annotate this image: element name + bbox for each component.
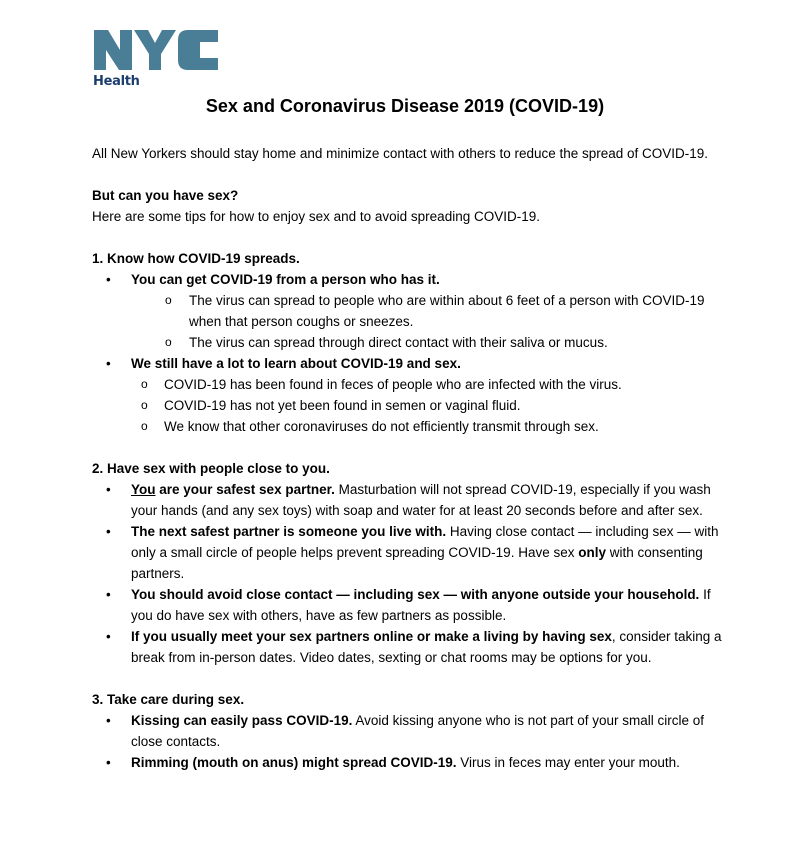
sub-list-item: o COVID-19 has been found in feces of people who are infected with the virus. (92, 374, 732, 395)
section-1-heading: 1. Know how COVID-19 spreads. (92, 251, 300, 266)
list-item: • The next safest partner is someone you live with. Having close contact — including sex — with only a small circle of people helps prevent spreading COVID-19. Have sex only with consenting partners. (92, 521, 732, 584)
list-item: • You should avoid close contact — including sex — with anyone outside your household. If you do have sex with others, have as few partners as possible. (92, 584, 732, 626)
bullet-icon: • (106, 524, 111, 539)
list-item: • Kissing can easily pass COVID-19. Avoid kissing anyone who is not part of your small circle of close contacts. (92, 710, 732, 752)
bullet-icon: • (106, 356, 111, 371)
section-3-heading: 3. Take care during sex. (92, 692, 245, 707)
list-item: • Rimming (mouth on anus) might spread COVID-19. Virus in feces may enter your mouth. (92, 752, 732, 773)
circle-bullet-icon: o (141, 398, 148, 412)
list-item: • We still have a lot to learn about COVID-19 and sex. (92, 353, 732, 374)
nyc-health-logo (92, 26, 222, 72)
section-2-list (92, 479, 732, 668)
bullet-icon: • (106, 272, 111, 287)
bullet-icon: • (106, 482, 111, 497)
list-item: • You are your safest sex partner. Masturbation will not spread COVID-19, especially if you wash your hands (and any sex toys) with soap and water for at least 20 seconds before and after sex. (92, 479, 732, 521)
section-2-heading: 2. Have sex with people close to you. (92, 461, 330, 476)
list-item: • You can get COVID-19 from a person who has it. (92, 269, 732, 290)
logo-subtext: Health (93, 74, 140, 89)
intro-paragraph: All New Yorkers should stay home and minimize contact with others to reduce the spread of COVID-19. (92, 146, 709, 161)
document-body (92, 143, 732, 773)
circle-bullet-icon: o (141, 377, 148, 391)
bullet-icon: • (106, 713, 111, 728)
bullet-icon: • (106, 755, 111, 770)
bullet-icon: • (106, 629, 111, 644)
bullet-icon: • (106, 587, 111, 602)
question-text: Here are some tips for how to enjoy sex and to avoid spreading COVID-19. (92, 209, 540, 224)
circle-bullet-icon: o (165, 335, 172, 349)
document-title: Sex and Coronavirus Disease 2019 (COVID-19) (205, 96, 605, 116)
circle-bullet-icon: o (165, 293, 172, 307)
section-3-list (92, 710, 732, 773)
nyc-logo-icon (92, 26, 222, 72)
sub-list-item: o The virus can spread through direct contact with their saliva or mucus. (92, 332, 732, 353)
sub-list-item: o The virus can spread to people who are within about 6 feet of a person with COVID-19 when that person coughs or sneezes. (92, 290, 732, 332)
sub-list-item: o COVID-19 has not yet been found in semen or vaginal fluid. (92, 395, 732, 416)
list-item: • If you usually meet your sex partners online or make a living by having sex, consider taking a break from in-person dates. Video dates, sexting or chat rooms may be options for you. (92, 626, 732, 668)
section-1-list (92, 269, 732, 437)
question-heading: But can you have sex? (92, 188, 239, 203)
sub-list-item: o We know that other coronaviruses do not efficiently transmit through sex. (92, 416, 732, 437)
circle-bullet-icon: o (141, 419, 148, 433)
